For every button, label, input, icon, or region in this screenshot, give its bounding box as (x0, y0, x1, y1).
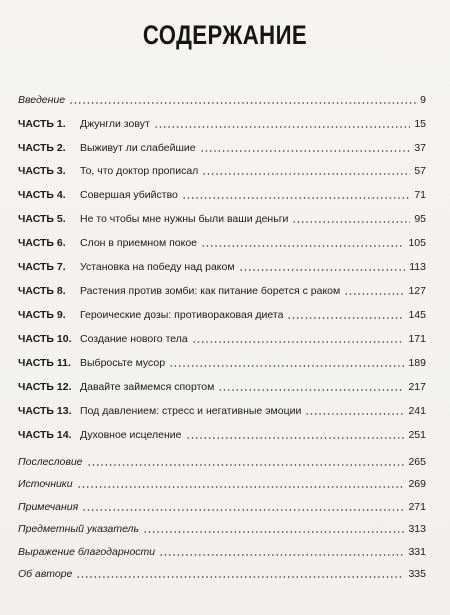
dot-leader (143, 531, 404, 533)
toc-page-number: 265 (408, 456, 426, 468)
toc-page-number: 113 (409, 261, 426, 273)
toc-page-number: 217 (408, 381, 426, 393)
toc-page-number: 9 (420, 94, 426, 106)
toc-part-label: ЧАСТЬ 7. (18, 261, 66, 273)
toc-part-label: ЧАСТЬ 9. (18, 309, 66, 321)
dot-leader (69, 102, 416, 104)
toc-page-number: 241 (408, 405, 426, 417)
toc-entry-title: Давайте займемся спортом (80, 381, 215, 393)
toc-entry (18, 425, 426, 441)
toc-page-number: 335 (408, 568, 426, 580)
dot-leader (344, 293, 404, 295)
toc-part-label: ЧАСТЬ 1. (18, 118, 66, 130)
toc-part-label: ЧАСТЬ 8. (18, 285, 66, 297)
toc-part-label: ЧАСТЬ 6. (18, 237, 66, 249)
toc-entry (18, 185, 426, 201)
toc-entry-title: Совершая убийство (80, 189, 178, 201)
toc-entry-title: Послесловие (18, 456, 83, 468)
toc-entry-title: Не то чтобы мне нужны были ваши деньги (80, 213, 289, 225)
toc-page-number: 269 (408, 478, 426, 490)
toc-part-label: ЧАСТЬ 14. (18, 429, 72, 441)
dot-leader (200, 150, 411, 152)
toc-entry (18, 281, 426, 297)
toc-entry-title: Выражение благодарности (18, 546, 156, 558)
toc-entry-title: Растения против зомби: как питание борется с раком (80, 285, 341, 297)
toc-page-number: 251 (408, 429, 426, 441)
toc-entry (18, 401, 426, 417)
toc-page-number: 171 (408, 333, 426, 345)
toc-part-label: ЧАСТЬ 5. (18, 213, 66, 225)
toc-part-label: ЧАСТЬ 2. (18, 142, 66, 154)
toc-entry-title: Примечания (18, 501, 79, 513)
toc-page-number: 15 (414, 118, 426, 130)
toc-page-number: 313 (408, 523, 426, 535)
toc-page-number: 127 (408, 285, 426, 297)
toc-part-label: ЧАСТЬ 3. (18, 165, 66, 177)
toc-page-number: 105 (408, 237, 426, 249)
toc-part-label: ЧАСТЬ 4. (18, 189, 66, 201)
toc-entry-title: Создание нового тела (80, 333, 188, 345)
toc-entry (18, 497, 426, 513)
toc-page-number: 71 (414, 189, 426, 201)
dot-leader (169, 365, 404, 367)
dot-leader (287, 317, 404, 319)
dot-leader (154, 126, 411, 128)
toc-entry-title: Источники (18, 478, 73, 490)
toc-part-label: ЧАСТЬ 13. (18, 405, 72, 417)
toc-entry-title: Введение (18, 94, 66, 106)
toc-page-number: 189 (408, 357, 426, 369)
toc-entry (18, 452, 426, 468)
dot-leader (202, 173, 410, 175)
toc-entry (18, 90, 426, 106)
toc-entry (18, 305, 426, 321)
toc-entry (18, 353, 426, 369)
toc-entry-title: То, что доктор прописал (80, 165, 199, 177)
dot-leader (201, 245, 404, 247)
toc-page-number: 37 (414, 142, 426, 154)
toc-entry (18, 519, 426, 535)
toc-entry-title: Слон в приемном покое (80, 237, 198, 249)
toc-entry-title: Духовное исцеление (80, 429, 182, 441)
dot-leader (76, 576, 404, 578)
toc-page-number: 95 (414, 213, 426, 225)
dot-leader (87, 464, 405, 466)
toc-entry (18, 114, 426, 130)
toc-entry (18, 209, 426, 225)
toc-entry-title: Предметный указатель (18, 523, 140, 535)
dot-leader (186, 437, 405, 439)
toc-part-label: ЧАСТЬ 12. (18, 381, 72, 393)
toc-entry (18, 377, 426, 393)
dot-leader (182, 197, 410, 199)
dot-leader (218, 389, 404, 391)
toc-entry-title: Джунгли зовут (80, 118, 150, 130)
toc-entry (18, 138, 426, 154)
toc-entry (18, 564, 426, 580)
page-title: СОДЕРЖАНИЕ (142, 20, 308, 50)
toc-entry-title: Выживут ли слабейшие (80, 142, 196, 154)
toc-entry-title: Установка на победу над раком (80, 261, 235, 273)
toc-entry (18, 161, 426, 177)
toc-entry-title: Выбросьте мусор (80, 357, 166, 369)
toc-entry-title: Под давлением: стресс и негативные эмоции (80, 405, 302, 417)
toc-entry-title: Об авторе (18, 568, 73, 580)
toc-page-number: 271 (408, 501, 426, 513)
dot-leader (82, 509, 404, 511)
toc-entry-title: Героические дозы: противораковая диета (80, 309, 284, 321)
toc-entry (18, 542, 426, 558)
toc-part-label: ЧАСТЬ 10. (18, 333, 72, 345)
toc-page-number: 57 (414, 165, 426, 177)
toc-page-number: 145 (408, 309, 426, 321)
dot-leader (159, 554, 404, 556)
dot-leader (305, 413, 404, 415)
toc-entry (18, 329, 426, 345)
dot-leader (292, 221, 410, 223)
dot-leader (239, 269, 406, 271)
dot-leader (192, 341, 405, 343)
toc-entry (18, 474, 426, 490)
dot-leader (77, 486, 405, 488)
toc-entry (18, 257, 426, 273)
toc-page-number: 331 (408, 546, 426, 558)
toc-entry (18, 233, 426, 249)
toc-part-label: ЧАСТЬ 11. (18, 357, 71, 369)
